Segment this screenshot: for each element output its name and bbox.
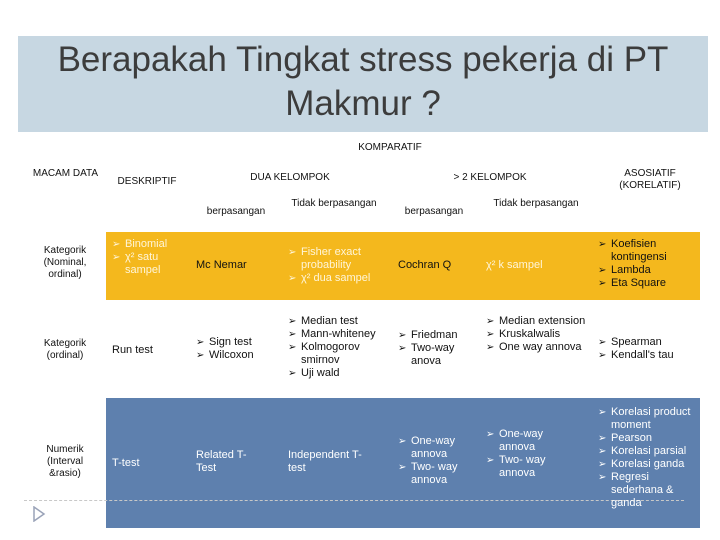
list-item: ➢ Kolmogorov smirnov xyxy=(288,341,388,367)
row-1-macam: Kategorik (Nominal, ordinal) xyxy=(43,245,87,280)
row-2-deskriptif: Run test xyxy=(112,344,153,356)
list-item: ➢ One way annova xyxy=(486,341,586,354)
divider xyxy=(24,500,684,501)
header-deskriptif: DESKRIPTIF xyxy=(117,176,177,187)
list-item: ➢ Two- way annova xyxy=(398,461,484,487)
list-item: ➢ χ² dua sampel xyxy=(288,272,384,285)
row-1-lebih-tidak: χ² k sampel xyxy=(486,259,543,271)
row-3-dua-berpasangan: Related T-Test xyxy=(196,449,247,474)
header-berpasangan-2: berpasangan xyxy=(404,206,464,217)
row-1-deskriptif xyxy=(112,238,190,277)
header-tidak-berpasangan-2: Tidak berpasangan xyxy=(493,198,579,209)
header-asosiatif: ASOSIATIF (KORELATIF) xyxy=(619,168,681,191)
row-3-lebih-tidak xyxy=(486,428,578,480)
list-item: ➢ Kendall's tau xyxy=(598,349,698,362)
list-item: ➢ Regresi sederhana & ganda xyxy=(598,471,702,510)
row-2-lebih-tidak xyxy=(486,315,586,354)
row-3-asosiatif xyxy=(598,406,702,510)
next-slide-icon[interactable] xyxy=(32,506,46,522)
list-item: ➢ Spearman xyxy=(598,336,698,349)
row-3-macam: Numerik (Interval &rasio) xyxy=(46,444,84,479)
list-item: ➢ Pearson xyxy=(598,432,702,445)
list-item: ➢ Kruskalwalis xyxy=(486,328,586,341)
list-item: ➢ Eta Square xyxy=(598,277,698,290)
row-1-asosiatif xyxy=(598,238,698,290)
header-dua-kelompok: DUA KELOMPOK xyxy=(250,172,330,183)
list-item: ➢ Wilcoxon xyxy=(196,349,284,362)
list-item: ➢ Koefisien kontingensi xyxy=(598,238,698,264)
list-item: ➢ Korelasi product moment xyxy=(598,406,702,432)
list-item: ➢ Median test xyxy=(288,315,388,328)
list-item: ➢ Binomial xyxy=(112,238,190,251)
row-1-dua-tidak xyxy=(288,246,384,285)
list-item: ➢ Uji wald xyxy=(288,367,388,380)
header-komparatif: KOMPARATIF xyxy=(358,142,422,153)
list-item: ➢ One-way annova xyxy=(486,428,578,454)
list-item: ➢ Korelasi parsial xyxy=(598,445,702,458)
header-lebih-dua-kelompok: > 2 KELOMPOK xyxy=(453,172,527,183)
row-2-lebih-berpasangan xyxy=(398,329,484,368)
row-3-deskriptif: T-test xyxy=(112,457,140,469)
header-tidak-berpasangan-1: Tidak berpasangan xyxy=(291,198,377,209)
list-item: ➢ Sign test xyxy=(196,336,284,349)
list-item: ➢ Fisher exact probability xyxy=(288,246,384,272)
list-item: ➢ Mann-whiteney xyxy=(288,328,388,341)
row-3-lebih-berpasangan xyxy=(398,435,484,487)
header-macam-data: MACAM DATA xyxy=(32,168,99,179)
row-2-macam: Kategorik (ordinal) xyxy=(43,338,87,361)
slide-title: Berapakah Tingkat stress pekerja di PT Makmur ? xyxy=(57,40,669,123)
list-item: ➢ Two- way annova xyxy=(486,454,578,480)
header-berpasangan-1: berpasangan xyxy=(206,206,266,217)
list-item: ➢ One-way annova xyxy=(398,435,484,461)
list-item: ➢ Median extension xyxy=(486,315,586,328)
row-2-dua-tidak xyxy=(288,315,388,380)
list-item: ➢ Lambda xyxy=(598,264,698,277)
row-1-lebih-berpasangan: Cochran Q xyxy=(398,259,452,271)
row-3-dua-tidak: Independent T- test xyxy=(288,449,362,474)
list-item: ➢ Friedman xyxy=(398,329,484,342)
row-2-asosiatif xyxy=(598,336,698,362)
row-2-dua-berpasangan xyxy=(196,336,284,362)
list-item: ➢ Korelasi ganda xyxy=(598,458,702,471)
row-1-dua-berpasangan: Mc Nemar xyxy=(196,259,247,271)
list-item: ➢ χ² satu sampel xyxy=(112,251,190,277)
list-item: ➢ Two-way anova xyxy=(398,342,484,368)
